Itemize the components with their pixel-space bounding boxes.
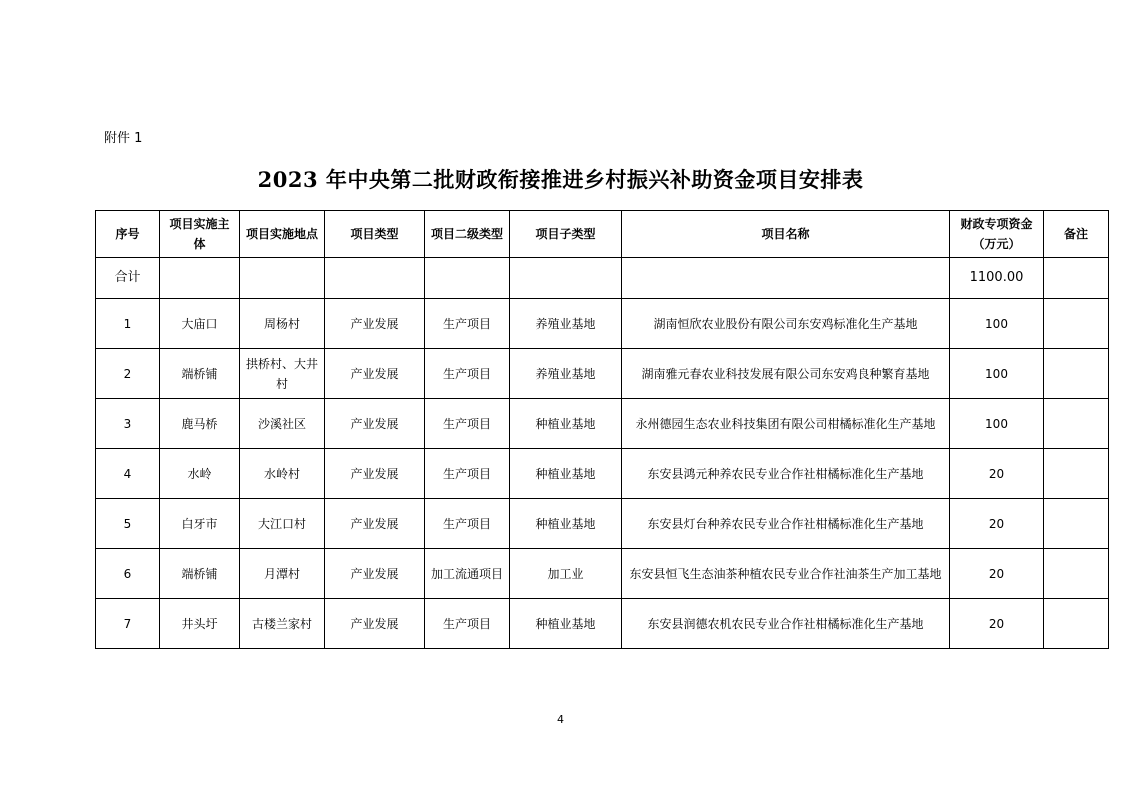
cell-no: 2 <box>96 349 160 399</box>
table-row <box>96 299 1109 349</box>
cell-subtype2: 生产项目 <box>425 499 510 549</box>
cell-name: 东安县润德农机农民专业合作社柑橘标准化生产基地 <box>622 599 950 649</box>
table-body <box>96 299 1109 649</box>
table-row <box>96 349 1109 399</box>
col-header-remark: 备注 <box>1044 211 1109 258</box>
cell-no: 6 <box>96 549 160 599</box>
cell-location: 水岭村 <box>240 449 325 499</box>
cell-entity: 井头圩 <box>160 599 240 649</box>
cell-subtype2: 生产项目 <box>425 599 510 649</box>
page-number: 4 <box>557 713 564 726</box>
cell-entity: 鹿马桥 <box>160 399 240 449</box>
cell-type: 产业发展 <box>325 299 425 349</box>
cell-remark <box>1044 549 1109 599</box>
cell-no: 3 <box>96 399 160 449</box>
cell-name: 东安县灯台种养农民专业合作社柑橘标准化生产基地 <box>622 499 950 549</box>
cell-funds: 100 <box>950 299 1044 349</box>
cell-remark <box>1044 399 1109 449</box>
cell-location: 月潭村 <box>240 549 325 599</box>
cell-funds: 20 <box>950 449 1044 499</box>
page-title: 2023 年中央第二批财政衔接推进乡村振兴补助资金项目安排表 <box>257 167 864 192</box>
cell-subtype2: 加工流通项目 <box>425 549 510 599</box>
cell-childtype: 种植业基地 <box>510 449 622 499</box>
cell-type: 产业发展 <box>325 449 425 499</box>
cell-childtype: 种植业基地 <box>510 599 622 649</box>
cell-type: 产业发展 <box>325 349 425 399</box>
cell-funds: 20 <box>950 549 1044 599</box>
cell-funds: 100 <box>950 399 1044 449</box>
table-row <box>96 399 1109 449</box>
cell-type: 产业发展 <box>325 549 425 599</box>
cell-type: 产业发展 <box>325 599 425 649</box>
cell-type: 产业发展 <box>325 399 425 449</box>
cell-entity: 白牙市 <box>160 499 240 549</box>
table-row <box>96 449 1109 499</box>
table-row <box>96 499 1109 549</box>
cell-location: 周杨村 <box>240 299 325 349</box>
cell-type: 产业发展 <box>325 499 425 549</box>
total-amount: 1100.00 <box>950 258 1044 299</box>
cell-no: 7 <box>96 599 160 649</box>
cell-name: 湖南雅元春农业科技发展有限公司东安鸡良种繁育基地 <box>622 349 950 399</box>
cell-childtype: 养殖业基地 <box>510 349 622 399</box>
cell-location: 古楼兰家村 <box>240 599 325 649</box>
cell-location: 大江口村 <box>240 499 325 549</box>
table-row <box>96 599 1109 649</box>
cell-remark <box>1044 599 1109 649</box>
cell-name: 东安县恒飞生态油茶种植农民专业合作社油茶生产加工基地 <box>622 549 950 599</box>
total-row <box>96 258 1109 299</box>
cell-childtype: 种植业基地 <box>510 499 622 549</box>
cell-remark <box>1044 349 1109 399</box>
cell-no: 5 <box>96 499 160 549</box>
cell-no: 4 <box>96 449 160 499</box>
cell-entity: 端桥铺 <box>160 349 240 399</box>
cell-funds: 20 <box>950 599 1044 649</box>
cell-remark <box>1044 299 1109 349</box>
cell-subtype2: 生产项目 <box>425 449 510 499</box>
cell-name: 东安县鸿元种养农民专业合作社柑橘标准化生产基地 <box>622 449 950 499</box>
table-row <box>96 549 1109 599</box>
cell-remark <box>1044 449 1109 499</box>
cell-entity: 水岭 <box>160 449 240 499</box>
cell-childtype: 养殖业基地 <box>510 299 622 349</box>
cell-childtype: 加工业 <box>510 549 622 599</box>
table-header-row <box>96 211 1109 258</box>
cell-remark <box>1044 499 1109 549</box>
col-header-subtype2: 项目二级类型 <box>425 211 510 258</box>
cell-subtype2: 生产项目 <box>425 349 510 399</box>
col-header-name: 项目名称 <box>622 211 950 258</box>
col-header-childtype: 项目子类型 <box>510 211 622 258</box>
attachment-label: 附件 1 <box>104 131 143 146</box>
col-header-no: 序号 <box>96 211 160 258</box>
cell-subtype2: 生产项目 <box>425 399 510 449</box>
cell-entity: 大庙口 <box>160 299 240 349</box>
cell-name: 湖南恒欣农业股份有限公司东安鸡标准化生产基地 <box>622 299 950 349</box>
project-table <box>95 210 1109 649</box>
cell-funds: 20 <box>950 499 1044 549</box>
col-header-funds: 财政专项资金（万元） <box>950 211 1044 258</box>
cell-entity: 端桥铺 <box>160 549 240 599</box>
cell-funds: 100 <box>950 349 1044 399</box>
cell-location: 沙溪社区 <box>240 399 325 449</box>
total-label: 合计 <box>96 258 160 299</box>
cell-no: 1 <box>96 299 160 349</box>
cell-name: 永州德园生态农业科技集团有限公司柑橘标准化生产基地 <box>622 399 950 449</box>
cell-subtype2: 生产项目 <box>425 299 510 349</box>
cell-location: 拱桥村、大井村 <box>240 349 325 399</box>
col-header-type: 项目类型 <box>325 211 425 258</box>
col-header-location: 项目实施地点 <box>240 211 325 258</box>
col-header-entity: 项目实施主体 <box>160 211 240 258</box>
cell-childtype: 种植业基地 <box>510 399 622 449</box>
